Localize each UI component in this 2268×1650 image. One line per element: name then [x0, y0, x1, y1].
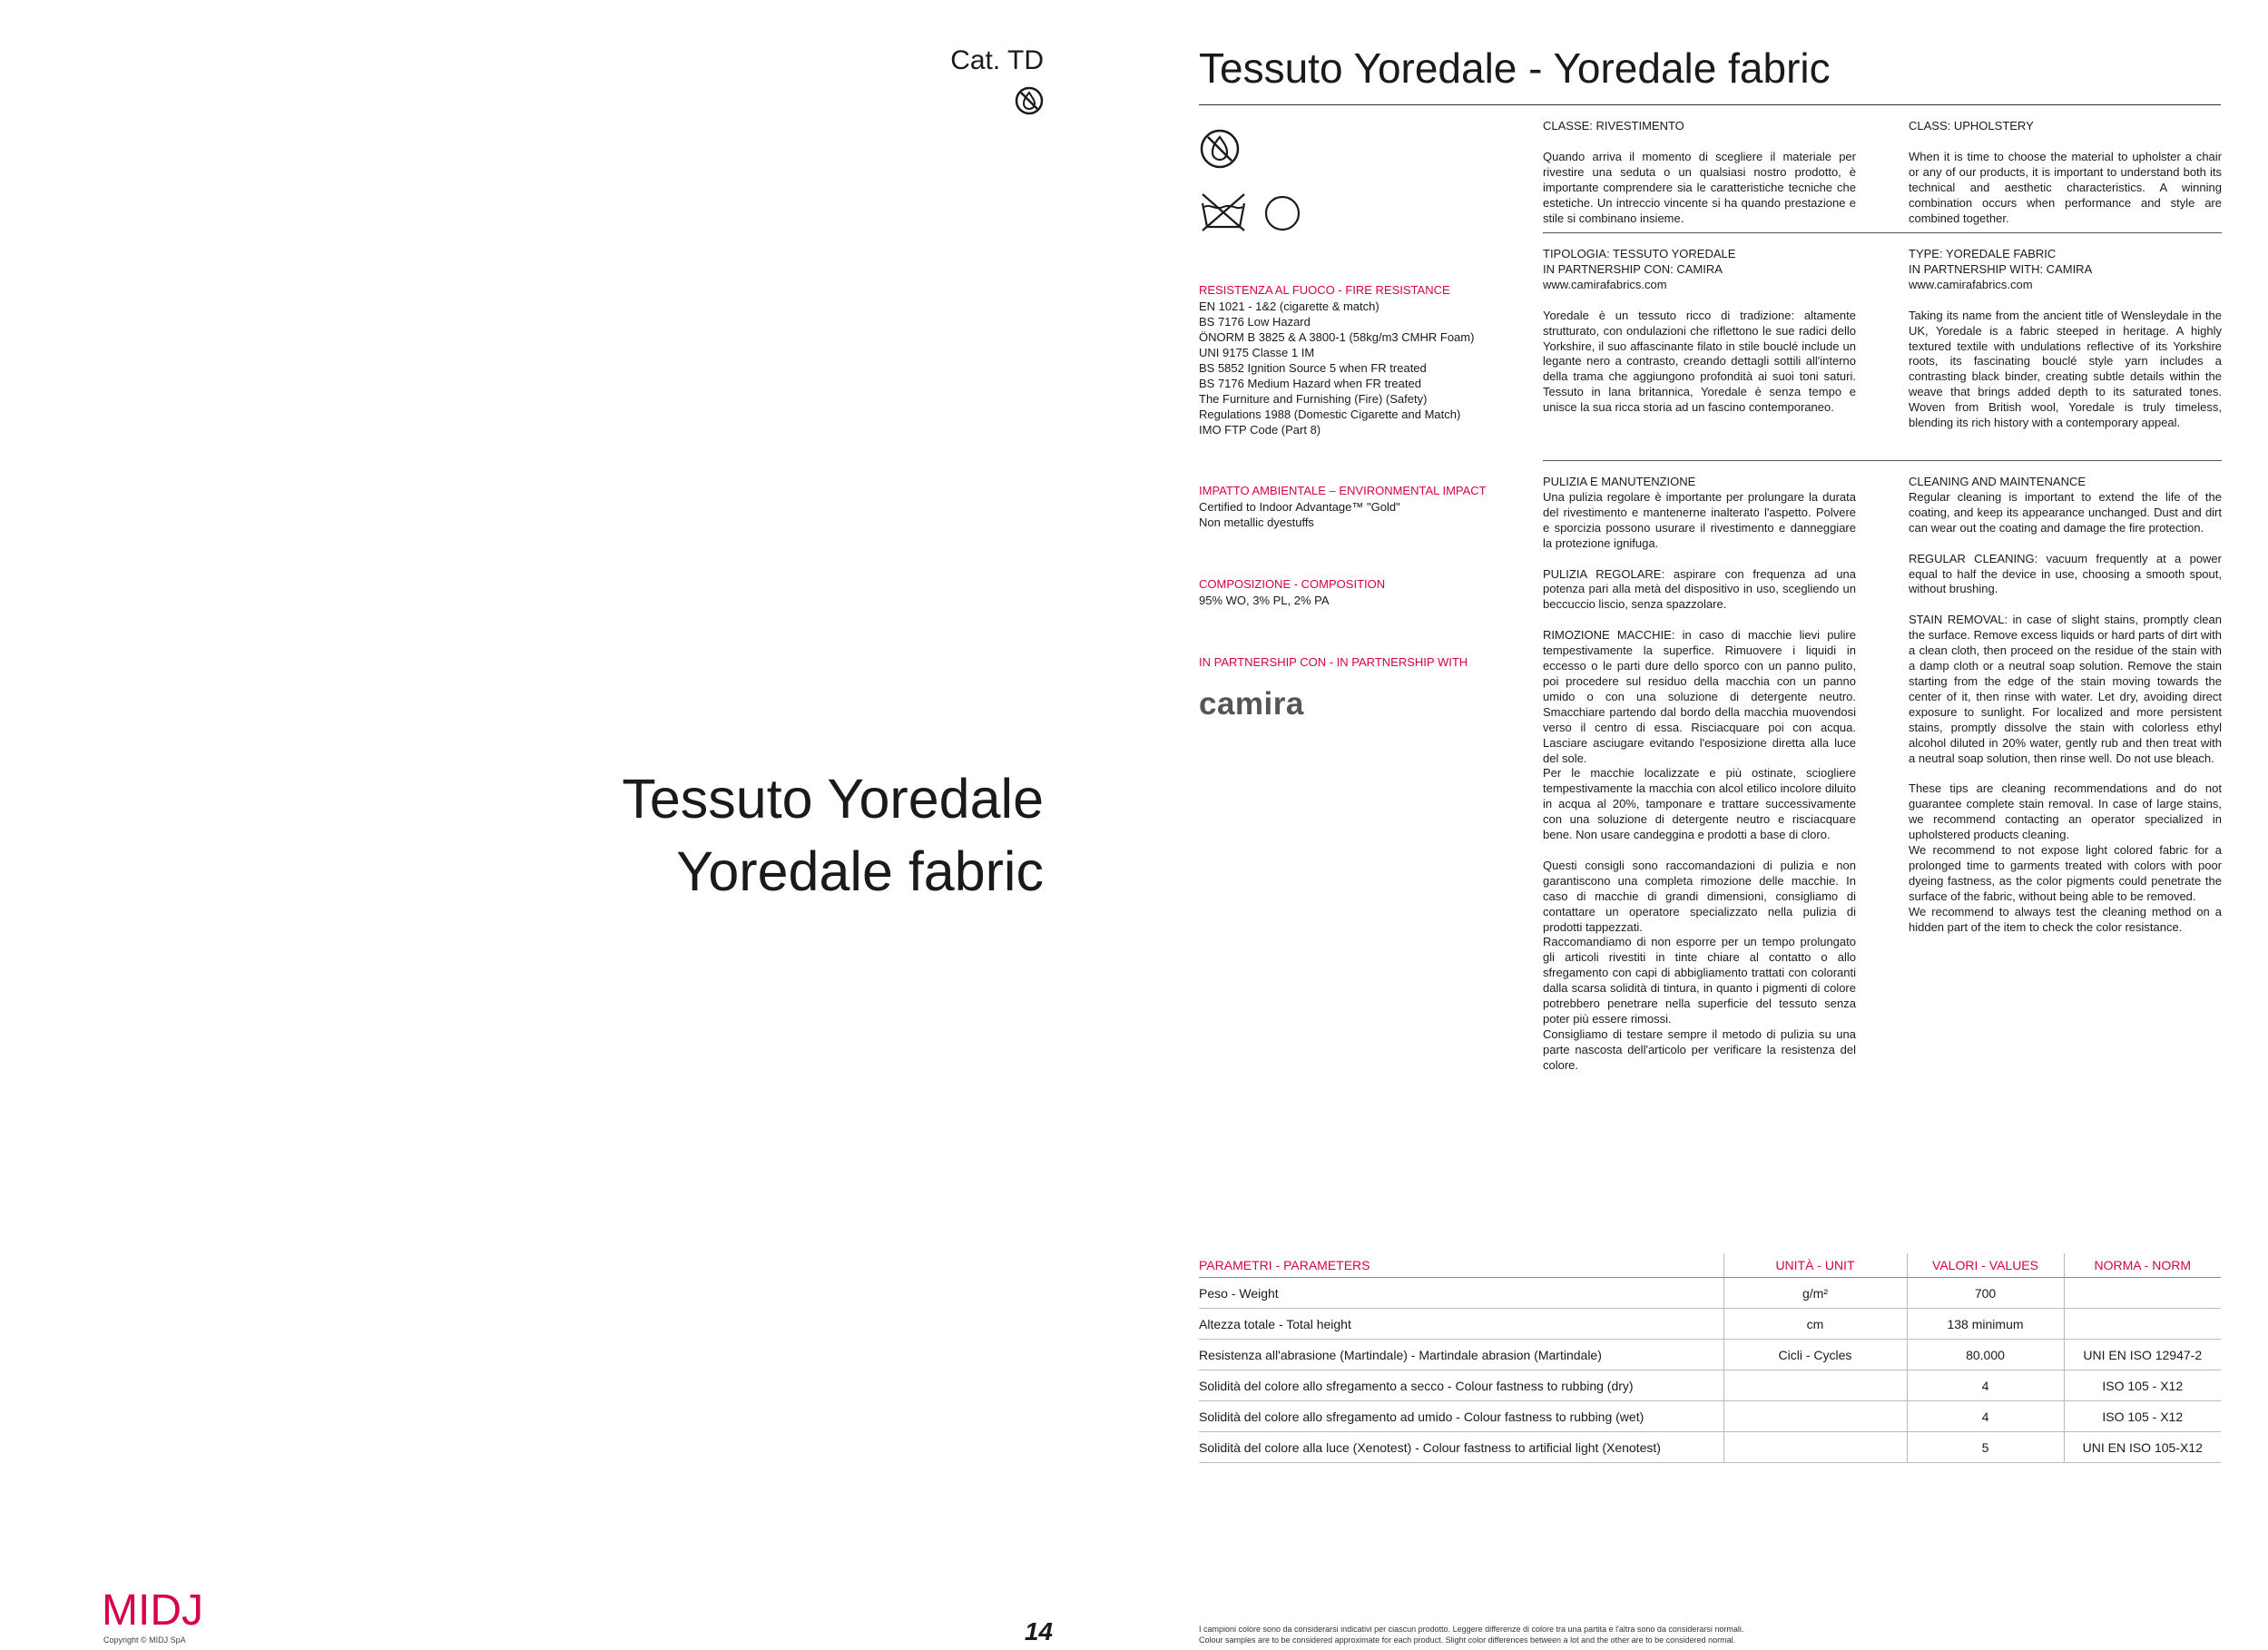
fire-resistance-line: EN 1021 - 1&2 (cigarette & match) [1199, 300, 1379, 313]
table-cell: g/m² [1723, 1278, 1907, 1309]
table-row [1199, 1309, 2221, 1340]
footnote [1199, 1624, 1743, 1645]
fire-resistance-line: BS 7176 Low Hazard [1199, 315, 1311, 329]
fire-resistance-line: BS 7176 Medium Hazard when FR treated [1199, 377, 1421, 390]
title-divider [1199, 104, 2221, 105]
advice-it: Questi consigli sono raccomandazioni di pulizia e non garantiscono una completa rimozione delle macchie. In caso di macchie di grandi dimensioni, consigliamo di contattare un operatore specializzato nella pulizia di prodotti tappezzati. [1543, 858, 1856, 934]
footnote-it: I campioni colore sono da considerarsi indicativi per ciascun prodotto. Leggere differenze di colore tra una partita e l'altra sono da considerarsi normali. [1199, 1625, 1744, 1634]
advice-3-it: Consigliamo di testare sempre il metodo di pulizia su una parte nascosta dell'articolo per verificare la resistenza del colore. [1543, 1026, 1856, 1072]
table-header-row [1199, 1253, 2221, 1278]
type-en [1909, 247, 2222, 431]
fire-resistance-line: Regulations 1988 (Domestic Cigarette and Match) [1199, 408, 1461, 421]
class-heading-en: CLASS: UPHOLSTERY [1909, 119, 2034, 133]
table-cell: 4 [1907, 1370, 2064, 1401]
table-cell [1723, 1432, 1907, 1463]
table-header: NORMA - NORM [2064, 1253, 2221, 1278]
table-row [1199, 1278, 2221, 1309]
environmental-section [1199, 483, 1498, 530]
type-url-it: www.camirafabrics.com [1543, 277, 1667, 291]
copyright: Copyright © MIDJ SpA [103, 1635, 186, 1645]
table-cell: cm [1723, 1309, 1907, 1340]
stain-removal-en: STAIN REMOVAL: in case of slight stains, promptly clean the surface. Remove excess liquids or hard parts of dirt with a clean cloth, then proceed on the residue of the stain with a damp cloth or a neutral soap solution. Remove the stain starting from the edge of the stain moving towards the center of it, then rinse with water. Let dry, avoiding direct exposure to sunlight. For localized and more persistent stains, promptly dissolve the stain with colorless ethyl alcohol diluted in 20% water, gently rub and then treat with a neutral soap solution, then rinse well. Do not use bleach. [1909, 613, 2222, 765]
environmental-line: Non metallic dyestuffs [1199, 516, 1314, 529]
table-cell: ISO 105 - X12 [2064, 1370, 2221, 1401]
composition-heading: COMPOSIZIONE - COMPOSITION [1199, 577, 1386, 591]
table-cell: 138 minimum [1907, 1309, 2064, 1340]
environmental-heading: IMPATTO AMBIENTALE – ENVIRONMENTAL IMPACT [1199, 484, 1487, 497]
composition-section [1199, 576, 1498, 608]
table-cell: UNI EN ISO 105-X12 [2064, 1432, 2221, 1463]
fire-resistance-line: IMO FTP Code (Part 8) [1199, 423, 1321, 437]
fire-resistance-line: The Furniture and Furnishing (Fire) (Safety) [1199, 392, 1428, 406]
cleaning-text-it: Una pulizia regolare è importante per prolungare la durata del rivestimento e mantenerne inalterato l'aspetto. Polvere e sporcizia possono usurare il rivestimento e danneggiare la protezione ignifuga. [1543, 489, 1856, 550]
cover-title [454, 762, 1044, 908]
composition-value: 95% WO, 3% PL, 2% PA [1199, 594, 1330, 607]
cleaning-heading-en: CLEANING AND MAINTENANCE [1909, 475, 2086, 488]
table-row [1199, 1340, 2221, 1370]
regular-cleaning-en: REGULAR CLEANING: vacuum frequently at a power equal to half the device in use, choosing a smooth spout, without brushing. [1909, 551, 2222, 596]
advice-2-en: We recommend to not expose light colored fabric for a prolonged time to garments treated with colors with poor dyeing fastness, as the color pigments could penetrate the surface of the fabric, without being able to be removed. [1909, 843, 2222, 903]
fire-resistance-heading: RESISTENZA AL FUOCO - FIRE RESISTANCE [1199, 283, 1450, 297]
type-line2-it: IN PARTNERSHIP CON: CAMIRA [1543, 261, 1723, 276]
table-cell: Peso - Weight [1199, 1278, 1723, 1309]
stain-removal-2-it: Per le macchie localizzate e più ostinate, sciogliere tempestivamente la macchia con alcol etilico incolore diluito in acqua al 20%, tamponare e trattare successivamente con una soluzione di detergente neutro e risciacquare bene. Non usare candeggina e prodotti a base di cloro. [1543, 766, 1856, 842]
table-cell: 700 [1907, 1278, 2064, 1309]
table-cell [1723, 1370, 1907, 1401]
table-cell: Solidità del colore allo sfregamento a secco - Colour fastness to rubbing (dry) [1199, 1370, 1723, 1401]
no-flame-icon [1199, 128, 1241, 170]
advice-3-en: We recommend to always test the cleaning method on a hidden part of the item to check the color resistance. [1909, 904, 2222, 934]
table-header: VALORI - VALUES [1907, 1253, 2064, 1278]
advice-en: These tips are cleaning recommendations and do not guarantee complete stain removal. In case of large stains, we recommend contacting an operator specialized in upholstered products cleaning. [1909, 781, 2222, 842]
type-url-en: www.camirafabrics.com [1909, 277, 2033, 291]
regular-cleaning-it: PULIZIA REGOLARE: aspirare con frequenza ad una potenza pari alla metà del dispositivo in uso, scegliendo un beccuccio liscio, senza spazzolare. [1543, 566, 1856, 612]
class-text-it: Quando arriva il momento di scegliere il materiale per rivestire una seduta o un qualsiasi nostro prodotto, è importante comprendere sia le caratteristiche tecniche che estetiche. Un intreccio vincente si ha quando prestazione e stile si combinano insieme. [1543, 149, 1856, 225]
class-heading-it: CLASSE: RIVESTIMENTO [1543, 119, 1684, 133]
table-cell [1723, 1401, 1907, 1432]
table-header: UNITÀ - UNIT [1723, 1253, 1907, 1278]
section-divider [1543, 232, 2222, 233]
advice-2-it: Raccomandiamo di non esporre per un tempo prolungato gli articoli rivestiti in tinte chiare al contatto o allo sfregamento con capi di abbigliamento trattati con coloranti dalla scarsa solidità di tintura, in quanto i pigmenti di colore potrebbero penetrare nella superficie del tessuto senza poter più essere rimossi. [1543, 935, 1856, 1026]
no-flame-icon [1014, 85, 1045, 116]
camira-logo: camira [1199, 686, 1304, 722]
type-text-en: Taking its name from the ancient title of Wensleydale in the UK, Yoredale is a fabric steeped in heritage. A highly textured textile with undulations reflective of its Yorkshire roots, its fascinating bouclé style yarn includes a contrasting black binder, creating subtle details within the weave that brings added depth to its saturated tones. Woven from British wool, Yoredale is truly timeless, blending its rich history with a contemporary appeal. [1909, 308, 2222, 430]
fire-resistance-line: UNI 9175 Classe 1 IM [1199, 346, 1315, 359]
page-title: Tessuto Yoredale - Yoredale fabric [1199, 44, 1831, 92]
do-not-wash-icon [1199, 191, 1248, 234]
table-cell: Resistenza all'abrasione (Martindale) - Martindale abrasion (Martindale) [1199, 1340, 1723, 1370]
environmental-line: Certified to Indoor Advantage™ "Gold" [1199, 500, 1400, 514]
page-number: 14 [1024, 1617, 1053, 1645]
midj-logo-text: MIDJ [102, 1586, 203, 1630]
fire-resistance-line: ÖNORM B 3825 & A 3800-1 (58kg/m3 CMHR Foam) [1199, 330, 1475, 344]
type-text-it: Yoredale è un tessuto ricco di tradizione: altamente strutturato, con ondulazioni che riflettono le sue radici dello Yorkshire, il suo affascinante filato in stile bouclé include un legante nero a contrasto, creando dettagli sottili all'interno della trama che aggiungono profondità ai suoi toni saturi. Tessuto in lana britannica, Yoredale è senza tempo e unisce la sua ricca storia ad un fascino contemporaneo. [1543, 308, 1856, 415]
category-label: Cat. TD [950, 45, 1044, 75]
type-line1-en: TYPE: YOREDALE FABRIC [1909, 247, 2057, 260]
table-cell: Cicli - Cycles [1723, 1340, 1907, 1370]
fire-resistance-section [1199, 282, 1498, 437]
midj-logo [102, 1586, 215, 1630]
cleaning-it [1543, 475, 1856, 1074]
class-it [1543, 119, 1856, 226]
dry-clean-icon [1264, 195, 1301, 231]
type-line1-it: TIPOLOGIA: TESSUTO YOREDALE [1543, 247, 1736, 260]
cover-title-line2: Yoredale fabric [676, 840, 1044, 902]
cleaning-heading-it: PULIZIA E MANUTENZIONE [1543, 475, 1696, 488]
section-divider [1543, 460, 2222, 461]
table-cell: UNI EN ISO 12947-2 [2064, 1340, 2221, 1370]
table-header: PARAMETRI - PARAMETERS [1199, 1253, 1723, 1278]
footnote-en: Colour samples are to be considered approximate for each product. Slight color differences between a lot and the other are to be considered normal. [1199, 1635, 1736, 1645]
partnership-section [1199, 654, 1498, 671]
table-cell: Solidità del colore allo sfregamento ad umido - Colour fastness to rubbing (wet) [1199, 1401, 1723, 1432]
table-cell [2064, 1278, 2221, 1309]
partnership-heading: IN PARTNERSHIP CON - IN PARTNERSHIP WITH [1199, 655, 1468, 669]
table-cell: 80.000 [1907, 1340, 2064, 1370]
table-cell: 5 [1907, 1432, 2064, 1463]
table-cell: Solidità del colore alla luce (Xenotest) - Colour fastness to artificial light (Xenotest) [1199, 1432, 1723, 1463]
table-cell: 4 [1907, 1401, 2064, 1432]
table-row [1199, 1432, 2221, 1463]
class-en [1909, 119, 2222, 226]
parameters-table [1199, 1253, 2221, 1463]
cleaning-en [1909, 475, 2222, 935]
fire-resistance-line: BS 5852 Ignition Source 5 when FR treated [1199, 361, 1427, 375]
cover-title-line1: Tessuto Yoredale [622, 768, 1044, 830]
table-row [1199, 1370, 2221, 1401]
table-row [1199, 1401, 2221, 1432]
table-cell [2064, 1309, 2221, 1340]
table-cell: ISO 105 - X12 [2064, 1401, 2221, 1432]
type-line2-en: IN PARTNERSHIP WITH: CAMIRA [1909, 261, 2093, 276]
class-text-en: When it is time to choose the material to upholster a chair or any of our products, it is important to understand both its technical and aesthetic characteristics. A winning combination occurs when performance and style are combined together. [1909, 149, 2222, 225]
cleaning-text-en: Regular cleaning is important to extend the life of the coating, and keep its appearance unchanged. Dust and dirt can wear out the coating and damage the fire protection. [1909, 489, 2222, 535]
stain-removal-it: RIMOZIONE MACCHIE: in caso di macchie lievi pulire tempestivamente la superfice. Rimuovere i liquidi in eccesso o le parti dure dello sporco con un panno pulito, poi procedere sul residuo della macchia con un panno umido o con una soluzione di detergente neutro. Smacchiare partendo dal bordo della macchia muovendosi verso il centro di essa. Risciacquare poi con acqua. Lasciare asciugare evitando l'esposizione diretta alla luce del sole. [1543, 628, 1856, 765]
table-cell: Altezza totale - Total height [1199, 1309, 1723, 1340]
type-it [1543, 247, 1856, 416]
